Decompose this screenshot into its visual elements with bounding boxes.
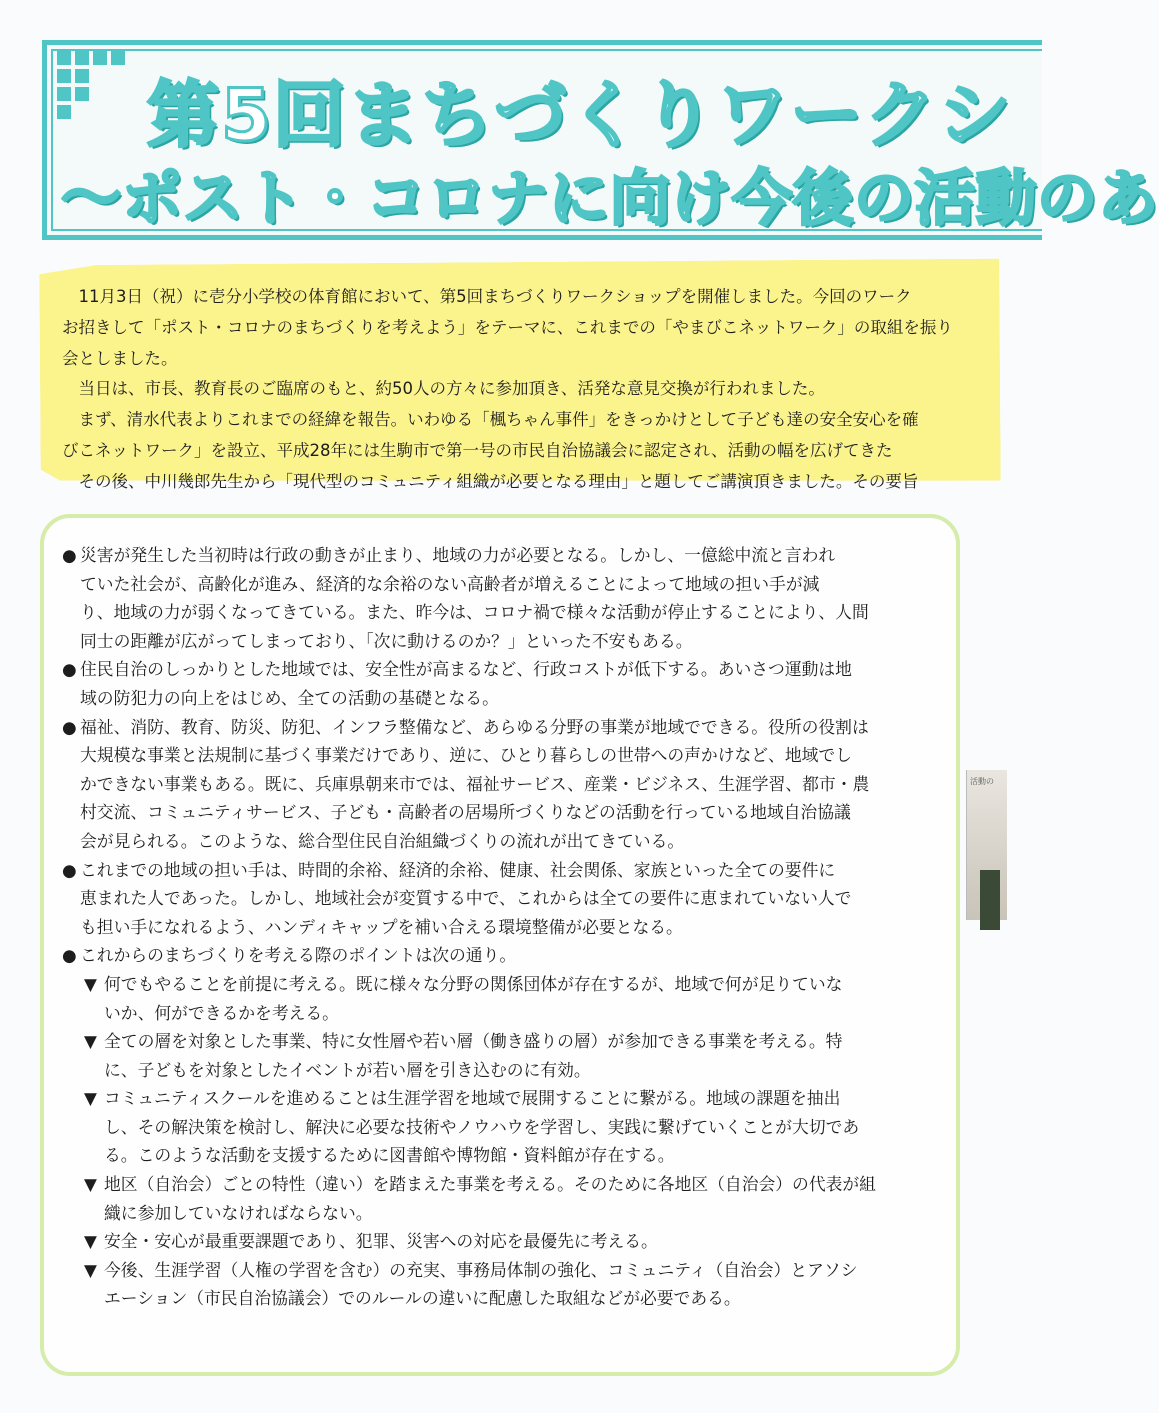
intro-line: お招きして「ポスト・コロナのまちづくりを考えよう」をテーマに、これまでの「やまびこネットワーク」の取組を振り bbox=[62, 317, 953, 337]
bullet-icon: ● bbox=[62, 945, 77, 966]
triangle-down-icon: ▼ bbox=[84, 1031, 97, 1052]
item-line: 織に参加していなければならない。 bbox=[104, 1202, 373, 1223]
sub-list-item bbox=[62, 1084, 942, 1170]
activity-photo-dark bbox=[980, 870, 1000, 930]
intro-text bbox=[62, 282, 1002, 498]
intro-line: その後、中川幾郎先生から「現代型のコミュニティ組織が必要となる理由」と題してご講演頂きました。その要旨 bbox=[62, 471, 919, 491]
list-item bbox=[62, 856, 942, 942]
bullet-icon: ● bbox=[62, 545, 77, 565]
intro-line: 会としました。 bbox=[62, 348, 178, 368]
item-line: 会が見られる。このような、総合型住民自治組織づくりの流れが出てきている。 bbox=[80, 830, 685, 851]
photo-caption: 活動の bbox=[970, 777, 994, 786]
item-line: に、子どもを対象としたイベントが若い層を引き込むのに有効。 bbox=[104, 1059, 591, 1080]
item-line: ていた社会が、高齢化が進み、経済的な余裕のない高齢者が増えることによって地域の担い手が減 bbox=[80, 573, 820, 594]
intro-line: 当日は、市長、教育長のご臨席のもと、約50人の方々に参加頂き、活発な意見交換が行われました。 bbox=[62, 379, 825, 399]
item-line: 大規模な事業と法規制に基づく事業だけであり、逆に、ひとり暮らしの世帯への声かけなど、地域でし bbox=[80, 745, 852, 766]
sub-list-item bbox=[62, 1027, 942, 1084]
intro-line: 11月3日（祝）に壱分小学校の体育館において、第5回まちづくりワークショップを開催しました。今回のワーク bbox=[62, 287, 912, 306]
bullet-icon: ● bbox=[62, 716, 77, 737]
triangle-down-icon: ▼ bbox=[84, 1259, 97, 1280]
item-line: 今後、生涯学習（人権の学習を含む）の充実、事務局体制の強化、コミュニティ（自治会）とアソシ bbox=[104, 1259, 858, 1280]
list-item bbox=[62, 713, 942, 856]
page-title: 第5回まちづくりワークシ bbox=[147, 73, 1013, 157]
square-pattern-icon bbox=[57, 51, 127, 121]
item-line: 村交流、コミュニティサービス、子ども・高齢者の居場所づくりなどの活動を行っている地域自治協議 bbox=[80, 802, 851, 823]
list-item bbox=[62, 655, 942, 712]
sub-list-item bbox=[62, 970, 942, 1027]
bullet-icon: ● bbox=[62, 659, 77, 680]
item-line: 地区（自治会）ごとの特性（違い）を踏まえた事業を考える。そのために各地区（自治会）の代表が組 bbox=[104, 1174, 876, 1195]
triangle-down-icon: ▼ bbox=[84, 1088, 97, 1109]
item-line: 恵まれた人であった。しかし、地域社会が変質する中で、これからは全ての要件に恵まれていない人で bbox=[80, 888, 852, 909]
item-line: いか、何ができるかを考える。 bbox=[104, 1002, 339, 1023]
item-line: り、地域の力が弱くなってきている。また、昨今は、コロナ禍で様々な活動が停止することにより、人間 bbox=[80, 602, 869, 623]
list-item bbox=[62, 541, 942, 655]
item-line: コミュニティスクールを進めることは生涯学習を地域で展開することに繋がる。地域の課題を抽出 bbox=[104, 1088, 841, 1109]
item-line: し、その解決策を検討し、解決に必要な技術やノウハウを学習し、実践に繋げていくことが大切であ bbox=[104, 1116, 860, 1137]
item-line: 安全・安心が最重要課題であり、犯罪、災害への対応を最優先に考える。 bbox=[104, 1231, 658, 1252]
sub-list-item bbox=[62, 1256, 942, 1313]
triangle-down-icon: ▼ bbox=[84, 1231, 97, 1252]
item-line: 域の防犯力の向上をはじめ、全ての活動の基礎となる。 bbox=[80, 687, 499, 708]
item-line: これまでの地域の担い手は、時間的余裕、経済的余裕、健康、社会関係、家族といった全ての要件に bbox=[80, 859, 836, 880]
triangle-down-icon: ▼ bbox=[84, 973, 97, 994]
triangle-down-icon: ▼ bbox=[84, 1174, 97, 1195]
sub-list-item bbox=[62, 1170, 942, 1227]
item-line: 全ての層を対象とした事業、特に女性層や若い層（働き盛りの層）が参加できる事業を考える。特 bbox=[104, 1031, 843, 1052]
page-subtitle: 〜ポスト・コロナに向け今後の活動のあ bbox=[61, 164, 1159, 234]
lecture-summary bbox=[62, 541, 942, 1313]
item-line: も担い手になれるよう、ハンディキャップを補い合える環境整備が必要となる。 bbox=[80, 916, 683, 937]
title-box bbox=[42, 40, 1159, 240]
sub-list-item bbox=[62, 1227, 942, 1256]
item-line: 何でもやることを前提に考える。既に様々な分野の関係団体が存在するが、地域で何が足りていな bbox=[104, 973, 843, 994]
item-line: エーション（市民自治協議会）でのルールの違いに配慮した取組などが必要である。 bbox=[104, 1288, 741, 1309]
item-line: かできない事業もある。既に、兵庫県朝来市では、福祉サービス、産業・ビジネス、生涯学習、都市・農 bbox=[80, 773, 870, 794]
intro-line: まず、清水代表よりこれまでの経緯を報告。いわゆる「楓ちゃん事件」をきっかけとして子ども達の安全安心を確 bbox=[62, 410, 919, 430]
item-line: 福祉、消防、教育、防災、防犯、インフラ整備など、あらゆる分野の事業が地域でできる。役所の役割は bbox=[80, 716, 869, 737]
item-line: る。このような活動を支援するために図書館や博物館・資料館が存在する。 bbox=[104, 1145, 675, 1166]
item-line: 同士の距離が広がってしまっており、「次に動けるのか？」といった不安もある。 bbox=[80, 630, 693, 651]
bullet-icon: ● bbox=[62, 859, 77, 880]
intro-line: びこネットワーク」を設立、平成28年には生駒市で第一号の市民自治協議会に認定され、活動の幅を広げてきた bbox=[62, 440, 893, 460]
list-item bbox=[62, 941, 942, 970]
item-line: 住民自治のしっかりとした地域では、安全性が高まるなど、行政コストが低下する。あいさつ運動は地 bbox=[80, 659, 852, 680]
item-line: 災害が発生した当初時は行政の動きが止まり、地域の力が必要となる。しかし、一億総中流と言われ bbox=[80, 545, 836, 565]
item-line: これからのまちづくりを考える際のポイントは次の通り。 bbox=[80, 945, 517, 966]
